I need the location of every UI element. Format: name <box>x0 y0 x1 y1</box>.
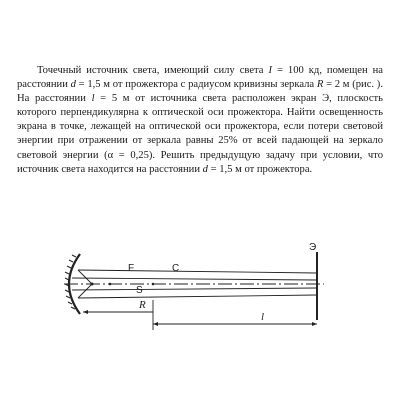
problem-text-part: = 1,5 м от прожектора с радиусом кривизны зеркала <box>75 79 317 91</box>
problem-text-part: Точечный источник света, имеющий силу света <box>37 65 269 76</box>
problem-text-part: = 2 м (рис. ). На расстоянии <box>17 79 383 105</box>
label-S: S <box>136 285 143 296</box>
variable-d: d <box>70 79 76 91</box>
dimension-arrow-l-end <box>312 322 317 326</box>
problem-text-part: = 5 м от источника света расположен экран Э, плоскость которого перпендикулярна к оптической оси прожектора. Найти освещенность экрана в точке, лежащей на оптической оси прожектора, если потери световой энергии при отражении от зеркала равны 25% от всей падающей на зеркало световой энергии (α = 0,25). Решить предыдущую задачу при условии, что источник света находится на расстоянии <box>17 93 383 175</box>
label-F: F <box>128 263 135 274</box>
curvature-center-point <box>152 283 155 286</box>
light-source-point <box>91 283 94 286</box>
problem-statement <box>17 64 383 177</box>
projector-diagram <box>54 240 354 330</box>
label-screen: Э <box>309 242 317 253</box>
label-R: R <box>139 299 146 311</box>
dimension-arrow-l-start <box>153 322 158 326</box>
focus-point <box>109 283 112 286</box>
variable-l: l <box>91 93 95 105</box>
variable-d: d <box>202 163 208 175</box>
variable-I: I <box>268 65 272 76</box>
projector-diagram-svg <box>54 240 354 330</box>
problem-text-part: = 100 кд, помещен на расстоянии <box>17 65 383 91</box>
problem-text-part: = 1,5 м от прожектора. <box>207 163 313 175</box>
label-C: C <box>172 263 180 274</box>
variable-R: R <box>316 79 324 91</box>
dimension-arrow-R <box>83 310 88 314</box>
label-l: l <box>261 311 265 323</box>
